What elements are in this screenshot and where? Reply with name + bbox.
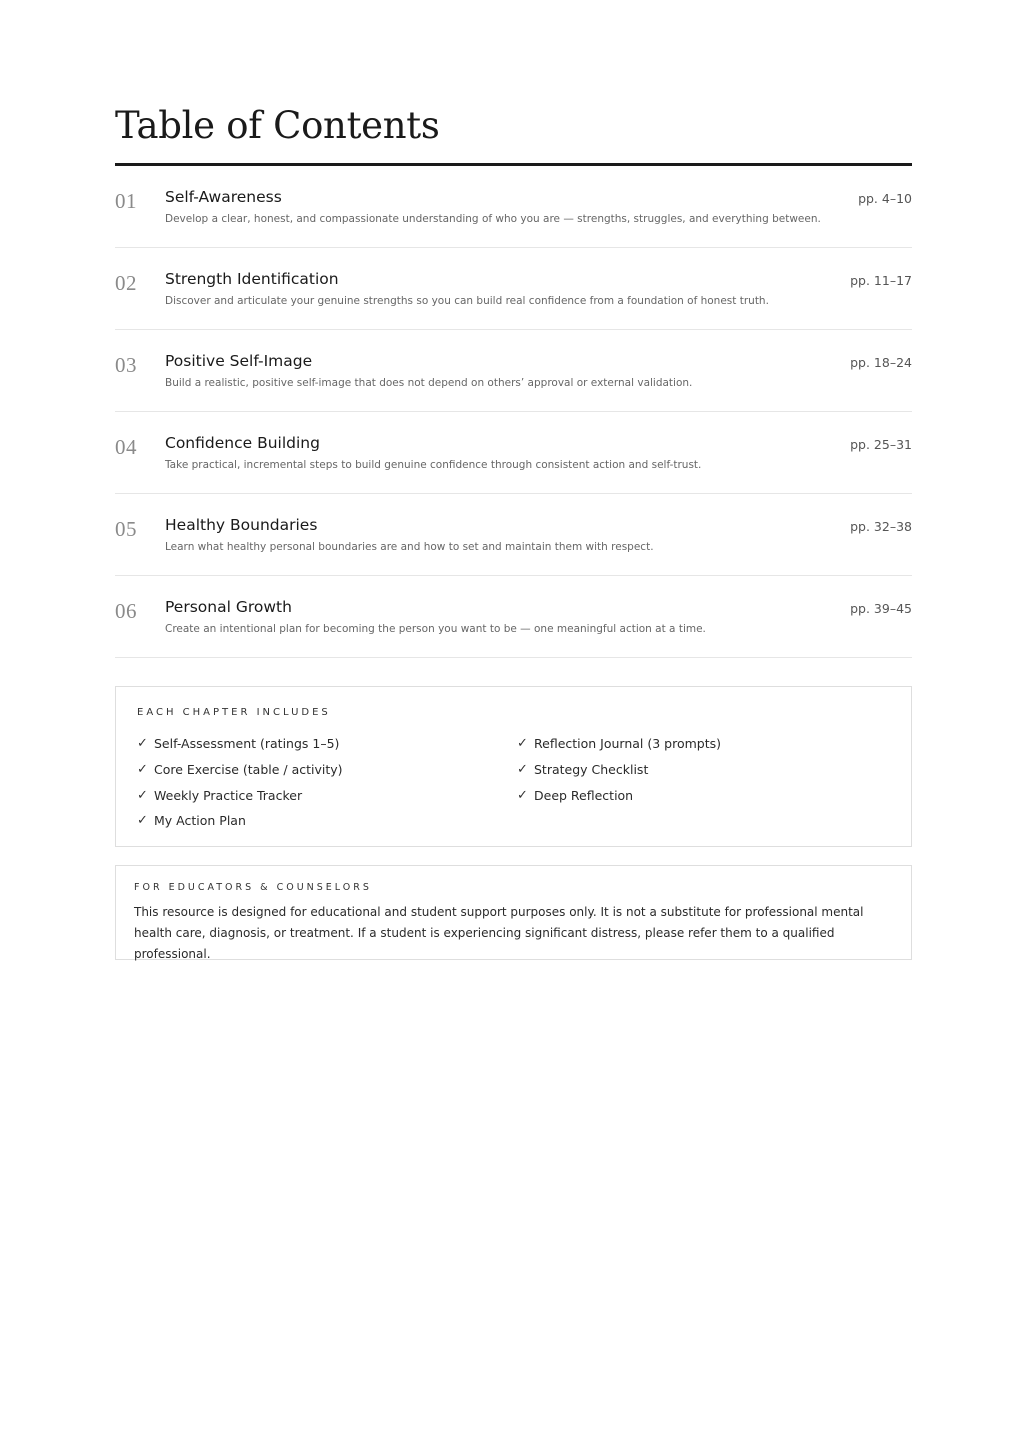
include-item: ✓ Weekly Practice Tracker — [137, 787, 303, 803]
check-icon: ✓ — [137, 813, 148, 829]
check-icon: ✓ — [137, 736, 148, 752]
include-item: ✓ Core Exercise (table / activity) — [137, 762, 343, 778]
chapter-description: Develop a clear, honest, and compassionate understanding of who you are — strengths, struggles, and everything between. — [165, 213, 821, 225]
toc-entry[interactable] — [115, 166, 912, 248]
chapter-number: 06 — [115, 599, 137, 623]
chapter-description: Take practical, incremental steps to build genuine confidence through consistent action and self-trust. — [165, 459, 702, 471]
includes-column-left — [137, 731, 343, 834]
chapter-title: Confidence Building — [165, 434, 320, 452]
toc-entry[interactable] — [115, 494, 912, 576]
include-item: ✓ Strategy Checklist — [517, 762, 649, 778]
include-item: ✓ My Action Plan — [137, 813, 246, 829]
page-title: Table of Contents — [115, 104, 440, 147]
chapter-pages: pp. 32–38 — [850, 519, 912, 534]
chapter-pages: pp. 11–17 — [850, 273, 912, 288]
chapter-title: Self-Awareness — [165, 188, 282, 206]
check-icon: ✓ — [517, 762, 528, 778]
check-icon: ✓ — [517, 736, 528, 752]
chapter-pages: pp. 18–24 — [850, 355, 912, 370]
toc-entry[interactable] — [115, 248, 912, 330]
chapter-number: 04 — [115, 435, 137, 459]
chapter-pages: pp. 25–31 — [850, 437, 912, 452]
chapter-description: Learn what healthy personal boundaries are and how to set and maintain them with respect. — [165, 541, 654, 553]
include-item: ✓ Self-Assessment (ratings 1–5) — [137, 736, 340, 752]
chapter-pages: pp. 4–10 — [858, 191, 912, 206]
check-icon: ✓ — [137, 787, 148, 803]
chapter-number: 02 — [115, 271, 137, 295]
educators-note-box — [115, 865, 912, 960]
chapter-title: Positive Self-Image — [165, 352, 313, 370]
chapter-number: 03 — [115, 353, 137, 377]
toc-entry[interactable] — [115, 330, 912, 412]
chapter-number: 05 — [115, 517, 137, 541]
include-item: ✓ Reflection Journal (3 prompts) — [517, 736, 722, 752]
chapter-title: Personal Growth — [165, 598, 292, 616]
toc-entry[interactable] — [115, 412, 912, 494]
educators-disclaimer: This resource is designed for educational and student support purposes only. It is not a substitute for professional mental health care, diagnosis, or treatment. If a student is experiencing significant distress, please refer them to a qualified professional. — [134, 905, 864, 961]
check-icon: ✓ — [517, 787, 528, 803]
chapter-number: 01 — [115, 189, 137, 213]
chapter-description: Create an intentional plan for becoming the person you want to be — one meaningful action at a time. — [165, 623, 706, 635]
educators-label: FOR EDUCATORS & COUNSELORS — [134, 882, 372, 893]
include-item: ✓ Deep Reflection — [517, 787, 634, 803]
check-icon: ✓ — [137, 762, 148, 778]
chapter-title: Healthy Boundaries — [165, 516, 318, 534]
chapter-title: Strength Identification — [165, 270, 339, 288]
includes-label: EACH CHAPTER INCLUDES — [137, 707, 331, 718]
chapter-description: Build a realistic, positive self-image that does not depend on others’ approval or external validation. — [165, 377, 693, 389]
toc-entry[interactable] — [115, 576, 912, 658]
chapter-description: Discover and articulate your genuine strengths so you can build real confidence from a foundation of honest truth. — [165, 295, 769, 307]
toc-list — [115, 166, 912, 658]
chapter-includes-box — [115, 686, 912, 847]
includes-column-right — [517, 731, 721, 808]
chapter-pages: pp. 39–45 — [850, 601, 912, 616]
